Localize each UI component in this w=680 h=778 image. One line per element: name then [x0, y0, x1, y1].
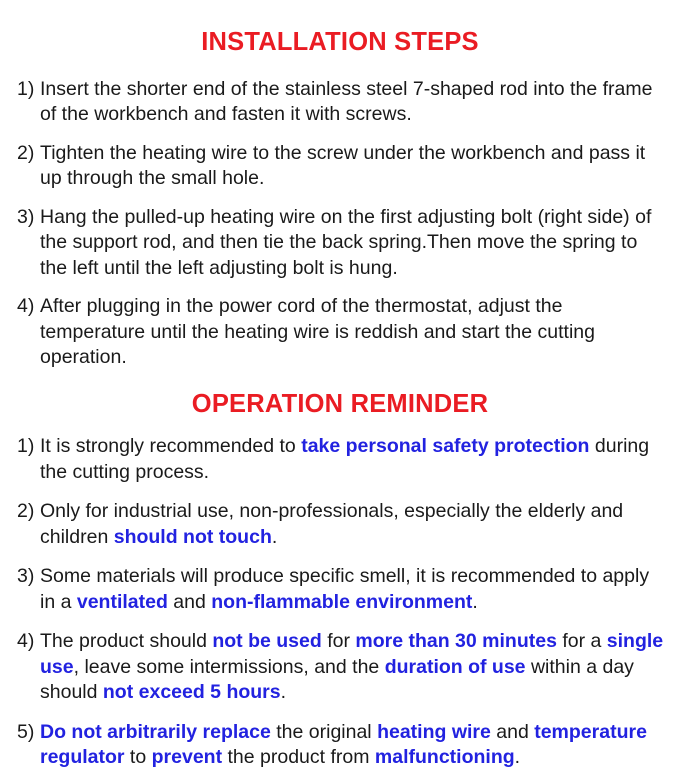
body-text-run: the original: [270, 720, 378, 743]
highlighted-phrase: should not touch: [113, 525, 272, 548]
list-item-marker: 2): [17, 141, 35, 164]
body-text-run: Some materials will produce specific smell, it is recommended to apply in a: [40, 565, 650, 613]
list-item-text: [40, 295, 595, 368]
list-item-marker: 1): [17, 435, 35, 457]
highlighted-phrase: not exceed 5 hours: [102, 681, 281, 703]
body-text-run: After plugging in the power cord of the thermostat, adjust the temperature until the heating wire is reddish and start the cutting operation.: [40, 295, 595, 368]
list-item: [0, 205, 680, 282]
body-text-run: It is strongly recommended to: [40, 435, 302, 457]
body-text-run: within a day should: [40, 655, 634, 703]
list-item: [0, 141, 680, 192]
list-item-text: [40, 565, 649, 613]
list-item-marker: 2): [17, 500, 35, 522]
body-text-run: for a: [556, 630, 607, 652]
body-text-run: .: [280, 681, 287, 703]
list-item-text: [40, 630, 663, 703]
list-item-marker: 5): [17, 720, 35, 743]
highlighted-phrase: heating wire: [377, 720, 491, 743]
body-text-run: Hang the pulled-up heating wire on the first adjusting bolt (right side) of the support rod, and then tie the back spring.Then move the spring to the left until the left adjusting bolt is hung.: [40, 205, 652, 279]
list-item: [0, 564, 680, 615]
list-item-marker: 4): [17, 295, 35, 317]
list-item-text: [40, 142, 645, 190]
highlighted-phrase: ventilated: [76, 590, 168, 613]
list-item-marker: 3): [17, 565, 35, 587]
list-item: [0, 629, 680, 706]
list-item-text: [40, 206, 651, 279]
body-text-run: to: [124, 746, 152, 768]
highlighted-phrase: duration of use: [384, 655, 526, 678]
page-title-installation-steps: INSTALLATION STEPS: [201, 28, 479, 56]
body-text-run: during the cutting process.: [40, 435, 650, 483]
body-text-run: Insert the shorter end of the stainless steel 7-shaped rod into the frame of the workbench and fasten it with screws.: [40, 77, 653, 125]
body-text-run: .: [271, 525, 278, 548]
body-text-run: Only for industrial use, non-professionals, especially the elderly and children: [40, 500, 624, 548]
list-item-text: [40, 500, 623, 548]
list-item-text: [40, 435, 649, 483]
highlighted-phrase: temperature regulator: [40, 720, 647, 768]
body-text-run: and: [490, 720, 535, 743]
body-text-run: .: [472, 590, 478, 613]
body-text-run: the product from: [222, 746, 375, 768]
highlighted-phrase: take personal safety protection: [301, 435, 590, 457]
body-text-run: , leave some intermissions, and the: [73, 655, 385, 678]
highlighted-phrase: single use: [40, 630, 664, 678]
operation-reminder-list: [0, 434, 680, 771]
body-text-run: for: [321, 630, 356, 652]
list-item-text: [40, 78, 652, 126]
highlighted-phrase: Do not arbitrarily replace: [40, 720, 271, 743]
highlighted-phrase: prevent: [151, 746, 223, 768]
body-text-run: Tighten the heating wire to the screw under the workbench and pass it up through the small hole.: [40, 141, 646, 189]
body-text-run: and: [167, 590, 212, 613]
list-item: [0, 294, 680, 371]
highlighted-phrase: not be used: [212, 630, 322, 652]
page-title-operation-reminder: OPERATION REMINDER: [191, 389, 489, 418]
list-item-marker: 3): [17, 205, 35, 228]
highlighted-phrase: non-flammable environment: [211, 590, 473, 613]
list-item-text: [40, 721, 647, 769]
body-text-run: .: [514, 746, 521, 768]
list-item-marker: 1): [17, 77, 35, 100]
list-item: [0, 499, 680, 550]
list-item: [0, 77, 680, 128]
installation-steps-list: [0, 77, 680, 371]
list-item: [0, 720, 680, 771]
highlighted-phrase: more than 30 minutes: [355, 630, 557, 652]
body-text-run: The product should: [40, 630, 213, 652]
list-item: [0, 434, 680, 485]
highlighted-phrase: malfunctioning: [374, 746, 515, 768]
list-item-marker: 4): [17, 630, 35, 652]
